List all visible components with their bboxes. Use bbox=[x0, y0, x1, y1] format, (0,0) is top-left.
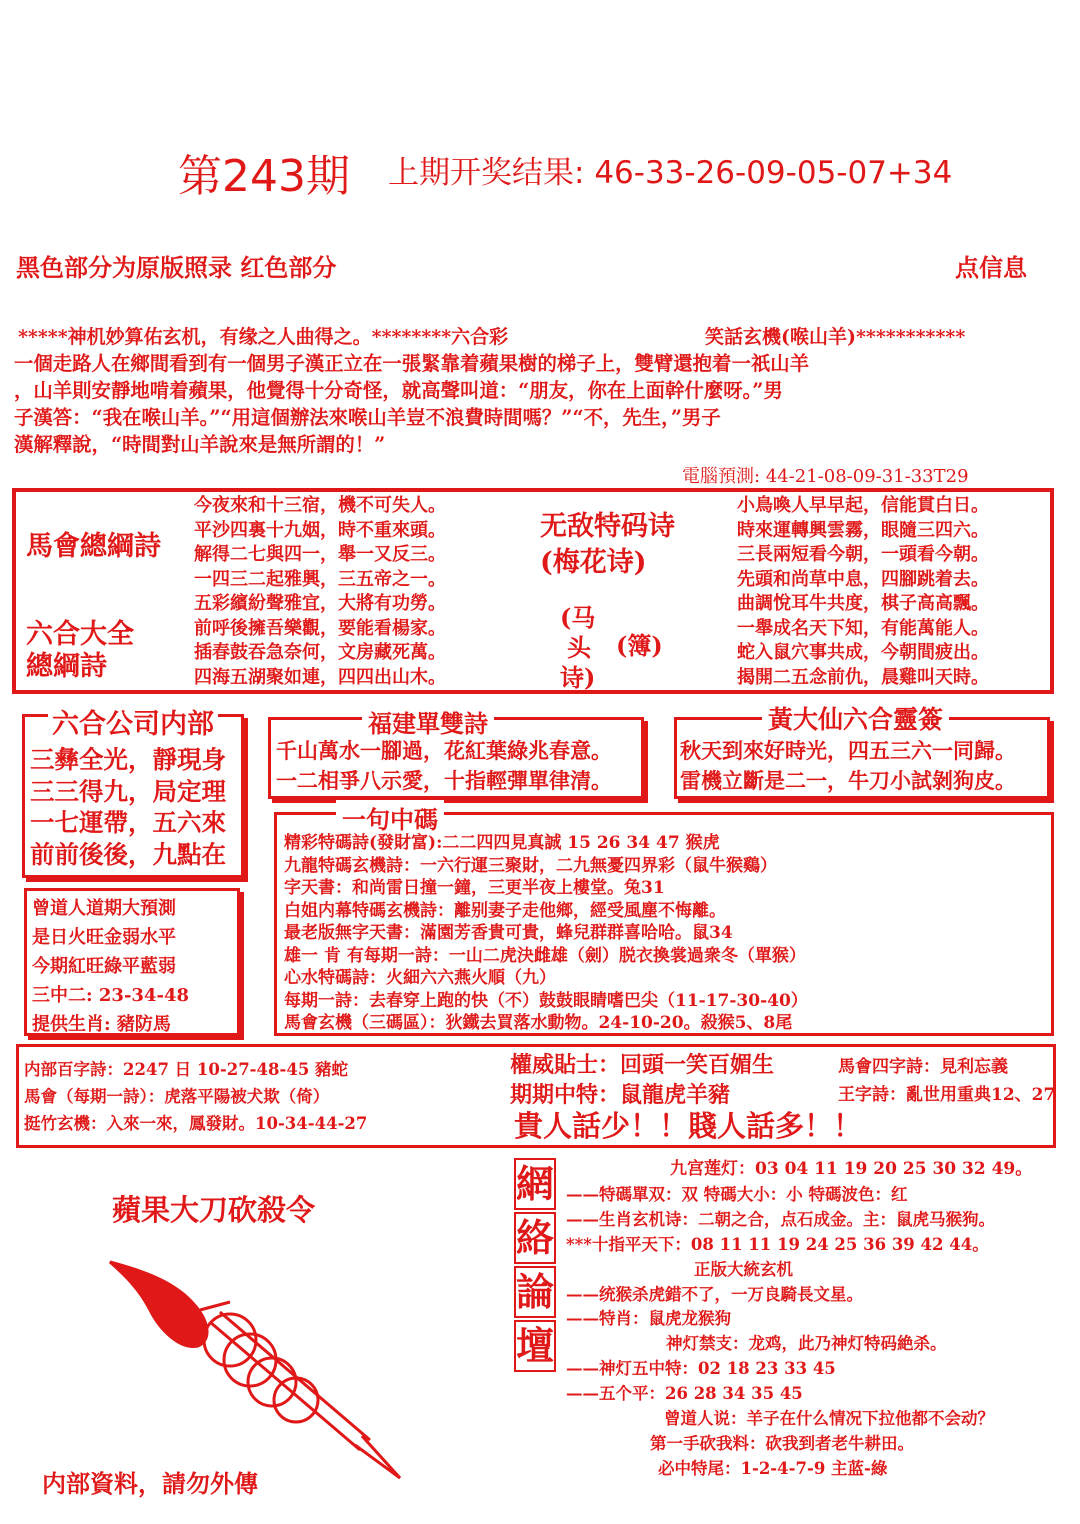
poem-line: 曲調悅耳牛共度，棋子高高飄。 bbox=[737, 593, 989, 614]
poem-line: 平沙四裏十九姻，時不重來頭。 bbox=[194, 519, 446, 541]
center-side-3: 诗) bbox=[560, 663, 596, 692]
knife-tip bbox=[355, 1436, 400, 1478]
center-title: 无敌特码诗 bbox=[540, 511, 675, 542]
yiju-line: 最老版無字天書：滿園芳香貴可貴，蜂兒群群喜哈哈。鼠34 bbox=[284, 923, 733, 943]
company-lines bbox=[30, 744, 242, 870]
zengdao-line: 是日火旺金弱水平 bbox=[32, 927, 176, 948]
knife-title: 蘋果大刀砍殺令 bbox=[112, 1193, 316, 1227]
yiju-line: 馬會玄機（三碼區）：狄鐵去買落水動物。24-10-20。殺猴5、8尾 bbox=[284, 1013, 793, 1033]
fujian-line: 千山萬水一腳過，花紅葉綠兆春意。 bbox=[276, 738, 612, 763]
poem-left-column bbox=[194, 494, 506, 690]
forum-line: 曾道人说：羊子在什么情况下拉他都不会动？ bbox=[664, 1409, 994, 1428]
poem-line: 插春鼓吞急奈何，文房藏死萬。 bbox=[194, 642, 446, 663]
huangdaxian-lines bbox=[680, 736, 1052, 796]
poem-line: 四海五湖聚如連，四四出山木。 bbox=[194, 666, 446, 688]
poem-label-zonggang: 總綱詩 bbox=[26, 651, 107, 682]
poem-line: 今夜來和十三宿，機不可失人。 bbox=[194, 495, 446, 516]
slogan: 貴人話少！！賤人話多！！ bbox=[514, 1109, 863, 1143]
forum-char: 絡 bbox=[514, 1212, 556, 1264]
banner-left: 黑色部分为原版照录 红色部分 bbox=[16, 254, 337, 282]
yiju-lines bbox=[284, 832, 1050, 1035]
joke-header-left: *****神机妙算佑玄机，有缘之人曲得之。********六合彩 bbox=[18, 326, 509, 348]
huangdaxian-line: 雷機立斷是二一，牛刀小試剝狗皮。 bbox=[680, 768, 1016, 793]
last-result-numbers: 46-33-26-09-05-07+34 bbox=[594, 155, 953, 191]
poem-line: 一四三二起雅興，三五帝之一。 bbox=[194, 568, 446, 590]
forum-line: 第一手砍我料：砍我到者老牛耕田。 bbox=[650, 1434, 914, 1453]
company-title: 六合公司内部 bbox=[48, 702, 218, 741]
poem-line: 時來運轉興雲霧，眼隨三四六。 bbox=[737, 519, 989, 541]
mahui-4char: 馬會四字詩：見利忘義 bbox=[838, 1057, 1008, 1077]
fujian-title: 福建單雙詩 bbox=[362, 704, 494, 739]
yiju-line: 白姐内幕特碼玄機詩：離别妻子走他鄉，經受風塵不悔離。 bbox=[284, 900, 726, 921]
huangdaxian-title: 黃大仙六合靈簽 bbox=[762, 700, 949, 736]
knife-blade bbox=[110, 1262, 207, 1347]
yiju-line: 每期一詩：去春穿上跑的快（不）鼓鼓眼睛嗜巴尖（11-17-30-40） bbox=[284, 990, 808, 1011]
center-subtitle: (梅花诗) bbox=[540, 547, 647, 578]
zengdao-provide: 提供生肖: 豬防馬 bbox=[32, 1014, 171, 1035]
zengdao-line: 今期紅旺綠平藍弱 bbox=[32, 956, 176, 977]
qiqi-zhongte: 期期中特：鼠龍虎羊豬 bbox=[510, 1082, 731, 1108]
computer-forecast: 電腦預測: 44-21-08-09-31-33T29 bbox=[682, 466, 969, 487]
last-result-label: 上期开奖结果: bbox=[388, 155, 595, 191]
authority-tip: 權威貼士：回頭一笑百媚生 bbox=[510, 1052, 775, 1078]
knife-illustration bbox=[100, 1250, 420, 1480]
joke-line: 一個走路人在鄉間看到有一個男子漢正立在一張緊靠着蘋果樹的梯子上，雙臂還抱着一祇山羊 bbox=[14, 352, 810, 375]
forum-line: ——生肖玄机诗：二朝之合，点石成金。主：鼠虎马猴狗。 bbox=[566, 1210, 995, 1229]
last-result bbox=[388, 147, 952, 192]
zengdao-title: 曾道人道期大預測 bbox=[32, 898, 176, 919]
poem-line: 小鳥喚人早早起，信能貫白日。 bbox=[737, 495, 989, 516]
yiju-line: 精彩特碼詩(發財富):二二四四見真誠 15 26 34 47 猴虎 bbox=[284, 833, 720, 853]
issue-number: 第243期 bbox=[178, 151, 350, 202]
poem-line: 先頭和尚草中息，四腳跳着去。 bbox=[737, 568, 989, 590]
fujian-lines bbox=[276, 736, 642, 796]
poem-line: 解得二七與四一，舉一又反三。 bbox=[194, 544, 446, 565]
poem-right-column bbox=[737, 494, 1049, 690]
wangzi-poem: 王字詩：亂世用重典12、27 bbox=[838, 1085, 1056, 1105]
banner-right: 点信息 bbox=[955, 254, 1027, 282]
forum-char: 壇 bbox=[514, 1320, 556, 1372]
forum-line: ——特碼單双：双 特碼大小：小 特碼波色：红 bbox=[566, 1185, 908, 1204]
zengdao-content bbox=[32, 894, 238, 1039]
poem-line: 揭開二五念前仇，晨雞叫天時。 bbox=[737, 666, 989, 688]
forum-line: 必中特尾：1-2-4-7-9 主蓝-綠 bbox=[658, 1459, 888, 1478]
company-line: 三彝全光，靜現身 bbox=[30, 745, 226, 774]
fujian-line: 一二相爭八示愛，十指輕彈單律清。 bbox=[276, 768, 612, 793]
poem-label-liuhe: 六合大全 bbox=[26, 619, 134, 650]
joke-line: 子漢答：“我在喉山羊。”“用這個辦法來喉山羊豈不浪費時間嗎？”“不，先生，”男子 bbox=[14, 406, 721, 429]
forum-line: ——神灯五中特：02 18 23 33 45 bbox=[566, 1359, 836, 1378]
jiugong-lamp: 九宫莲灯：03 04 11 19 20 25 30 32 49。 bbox=[670, 1159, 1033, 1179]
yiju-line: 字天書：和尚雷日撞一鐘，三更半夜上樓堂。兔31 bbox=[284, 878, 665, 898]
yiju-line: 雄一 肯 有每期一詩：一山二虎決雌雄（劍）脱衣換裳過衆冬（單猴） bbox=[284, 945, 806, 966]
forum-vertical-title bbox=[514, 1158, 556, 1372]
forum-line: ——特肖：鼠虎龙猴狗 bbox=[566, 1309, 731, 1328]
company-line: 一七運帶，五六來 bbox=[30, 808, 226, 837]
knife-footer: 内部資料，請勿外傳 bbox=[42, 1469, 258, 1498]
joke-line: 漢解釋說，“時間對山羊說來是無所謂的！” bbox=[14, 433, 386, 456]
joke-header-right: 笑話玄機(喉山羊)*********** bbox=[705, 326, 966, 348]
forum-line: ***十指平天下：08 11 11 19 24 25 36 39 42 44。 bbox=[566, 1235, 989, 1254]
yiju-line: 心水特碼詩：火細六六燕火順（九） bbox=[284, 968, 556, 988]
forum-line: ——五个平：26 28 34 35 45 bbox=[566, 1384, 803, 1403]
company-line: 前前後後，九點在 bbox=[30, 839, 226, 869]
poem-label-main: 馬會總綱詩 bbox=[26, 531, 161, 562]
company-line: 三三得九，局定理 bbox=[30, 776, 226, 806]
yiju-title: 一句中碼 bbox=[336, 800, 444, 835]
poem-line: 三長兩短看今朝，一頭看今朝。 bbox=[737, 544, 989, 565]
center-side-2: 头 bbox=[567, 633, 591, 662]
poem-line: 一舉成名天下知，有能萬能人。 bbox=[737, 617, 989, 639]
poem-line: 蛇入鼠穴事共成，今朝間疲出。 bbox=[737, 642, 989, 663]
joke-body bbox=[14, 350, 1066, 458]
forum-line: 正版大統玄机 bbox=[694, 1260, 793, 1279]
bottom-left-lines bbox=[24, 1056, 494, 1137]
forum-line: ——统猴杀虎錯不了，一万良騎長文星。 bbox=[566, 1285, 863, 1304]
yiju-line: 九龍特碼玄機詩：一六行運三聚財，二九無憂四界彩（鼠牛猴鷄） bbox=[284, 855, 777, 876]
center-side-1: (马 bbox=[560, 603, 596, 632]
center-side-4: (簿) bbox=[616, 631, 663, 660]
poem-line: 五彩繽紛聲雅宜，大將有功勞。 bbox=[194, 593, 446, 614]
forum-char: 網 bbox=[514, 1158, 556, 1210]
bottom-left-line: 内部百字詩：2247 日 10-27-48-45 豬蛇 bbox=[24, 1060, 349, 1079]
poem-line: 前呼後擁吾樂觀，要能看楊家。 bbox=[194, 617, 446, 639]
bottom-left-line: 馬會（每期一詩）：虎落平陽被犬欺（倚） bbox=[24, 1087, 330, 1106]
knife-ring bbox=[248, 1358, 296, 1406]
bottom-left-line: 挺竹玄機：入來一來，鳳發財。10-34-44-27 bbox=[24, 1114, 368, 1133]
forum-char: 論 bbox=[514, 1266, 556, 1318]
zengdao-sanzhong: 三中二: 23-34-48 bbox=[32, 985, 189, 1006]
joke-line: ，山羊則安靜地啃着蘋果，他覺得十分奇怪，就高聲叫道：“朋友，你在上面幹什麼呀。”男 bbox=[14, 379, 783, 402]
forum-line: 神灯禁支：龙鸡，此乃神灯特码絶杀。 bbox=[666, 1334, 947, 1353]
huangdaxian-line: 秋天到來好時光，四五三六一同歸。 bbox=[680, 738, 1016, 763]
